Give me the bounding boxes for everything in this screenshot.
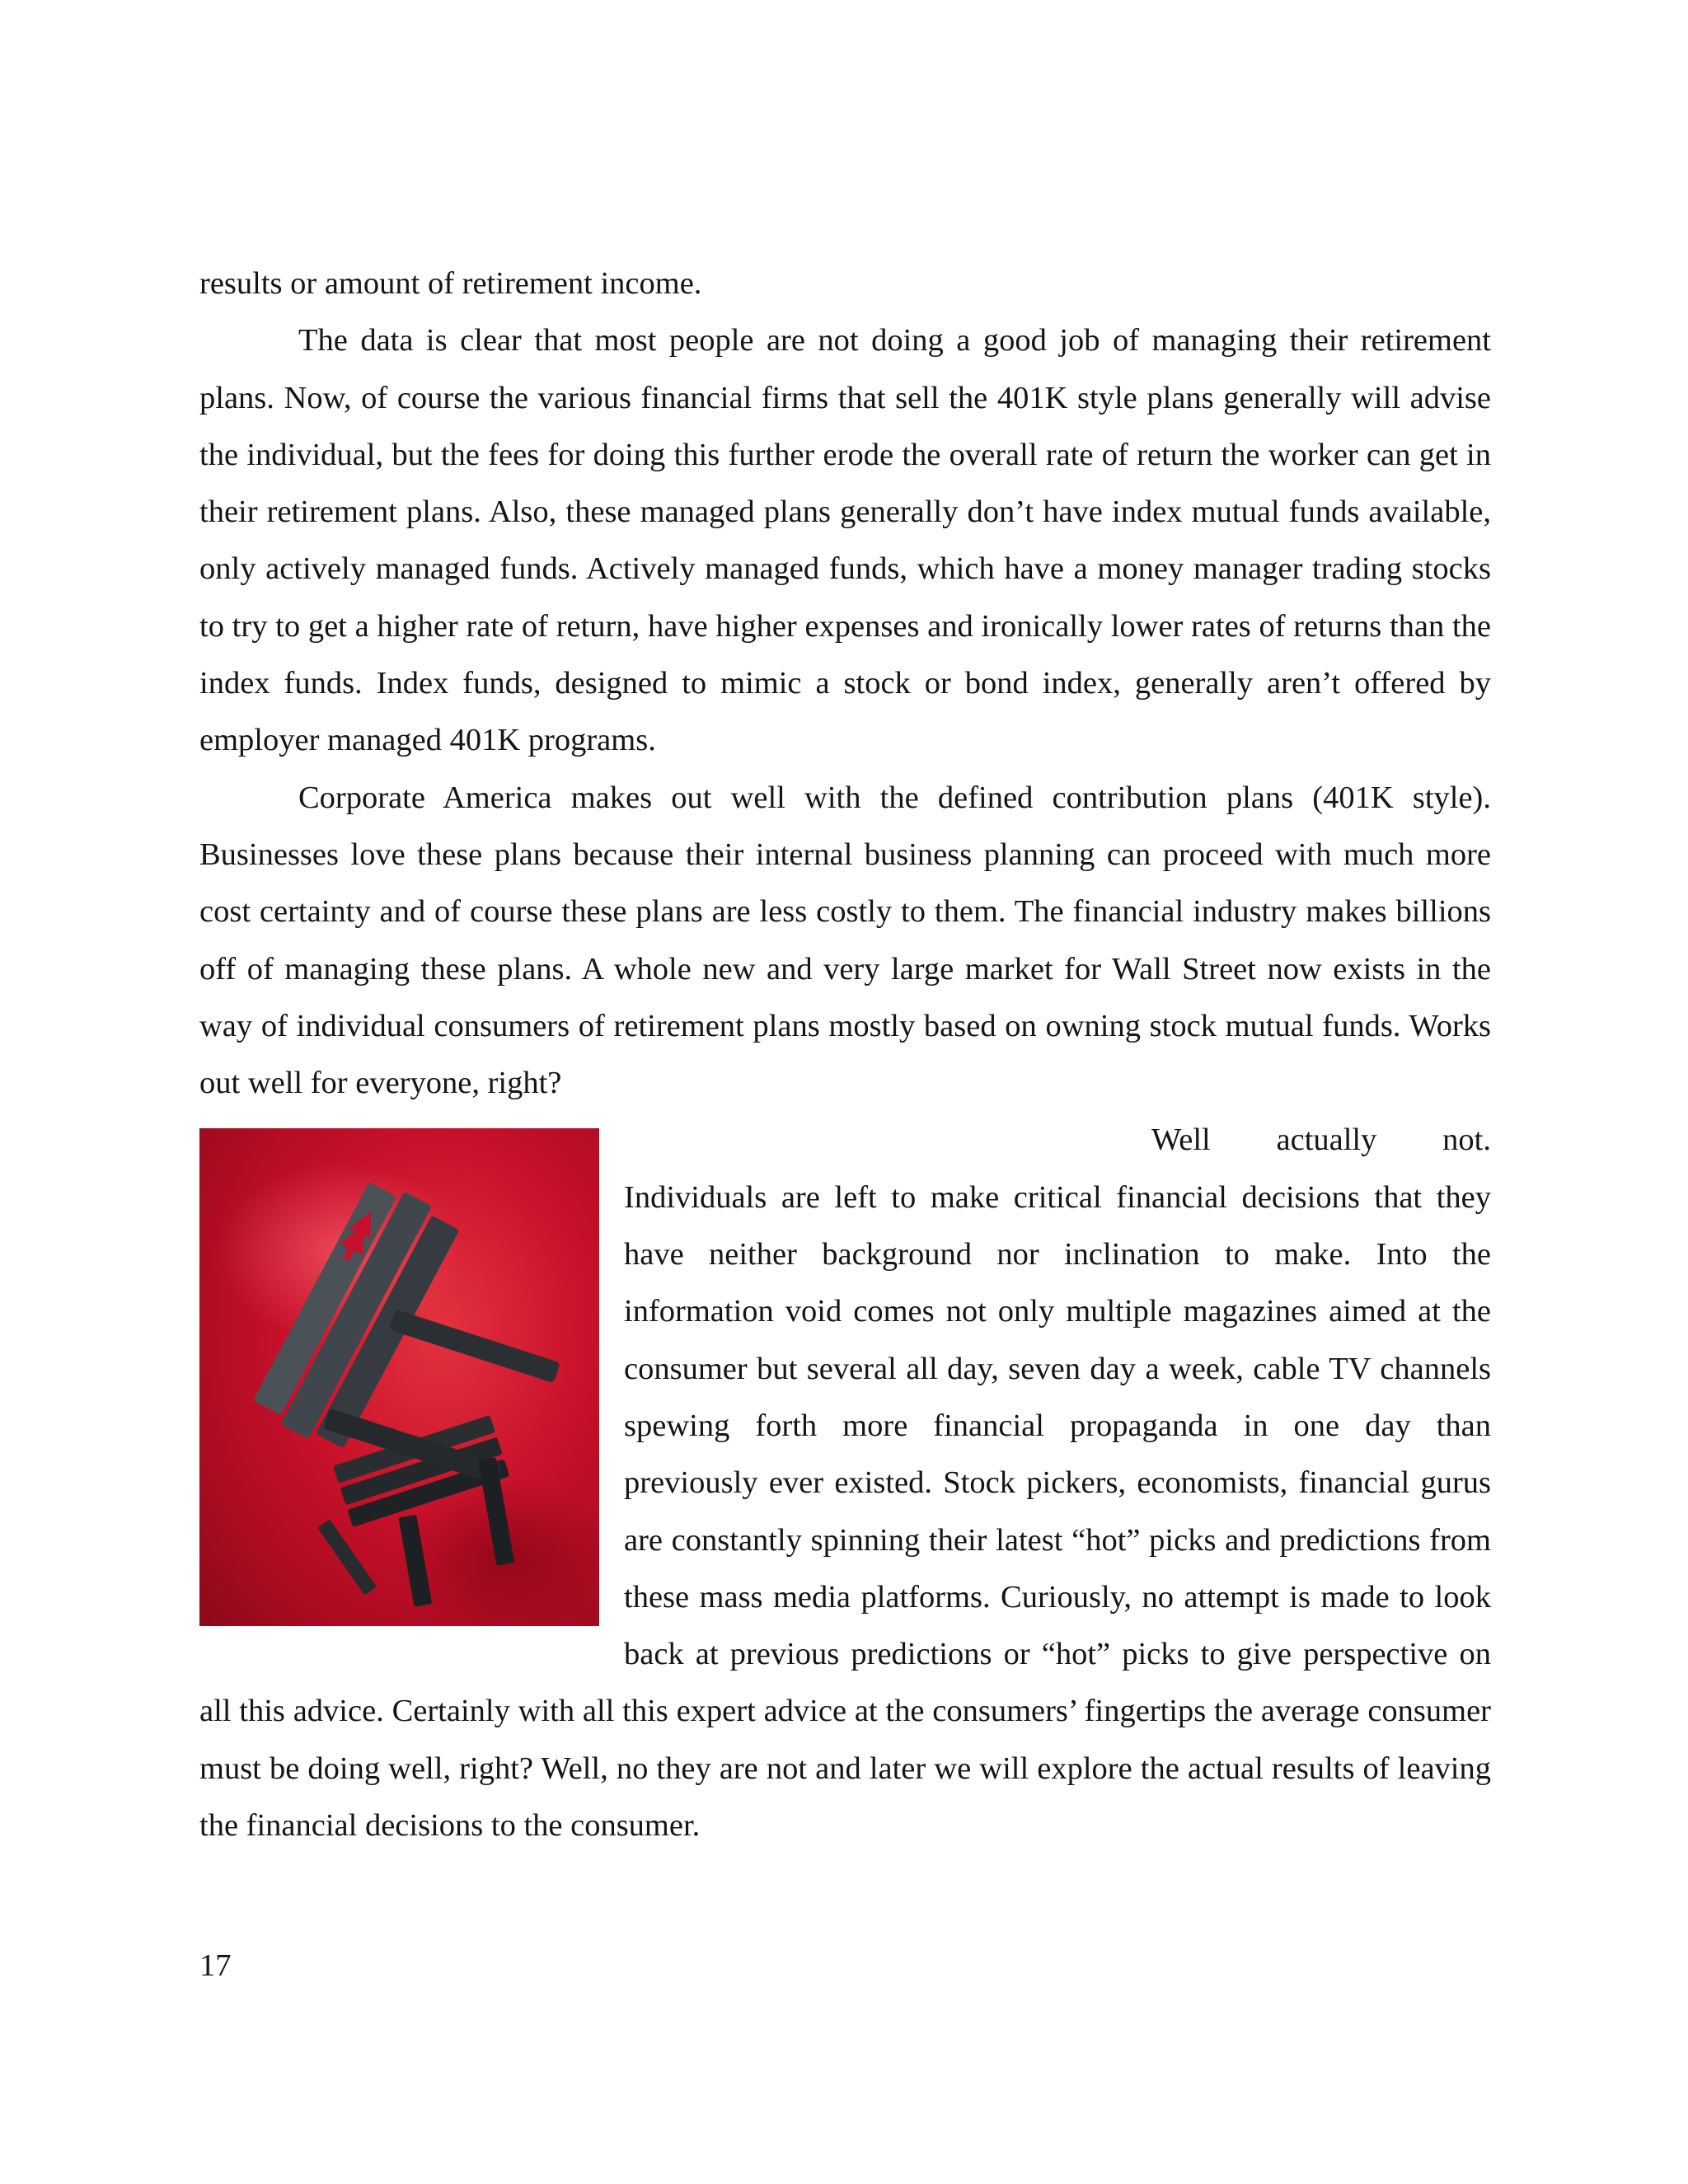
paragraph-continuation: results or amount of retirement income. <box>199 266 702 301</box>
paragraph: Well actually not. Individuals are left to make critical financial decisions that they have neither background nor inclination to make. Into the information void comes not only multiple magazines aimed at the consumer but several all day, seven day a week, cable TV channels spewing forth more financial propaganda in one day than previously ever existed. Stock pickers, economists, financial gurus are constantly spinning their latest “hot” picks and predictions from these mass media platforms. Curiously, no attempt is made to look back at previous predictions or “hot” picks to give perspective on all this advice. Certainly with all this expert advice at the consumers’ fingertips the average consumer must be doing well, right? Well, no they are not and later we will explore the actual results of leaving the financial decisions to the consumer. <box>199 1122 1491 1844</box>
body-text <box>199 255 1491 1854</box>
paragraph: Corporate America makes out well with the defined contribution plans (401K style). Businesses love these plans because their internal business planning can proceed with much more cost certainty and of course these plans are less costly to them. The financial industry makes billions off of managing these plans. A whole new and very large market for Wall Street now exists in the way of individual consumers of retirement plans mostly based on owning stock mutual funds. Works out well for everyone, right? <box>199 780 1491 1101</box>
chair-icon <box>199 1128 599 1626</box>
page-number: 17 <box>199 1948 232 1983</box>
paragraph: The data is clear that most people are not doing a good job of managing their retirement plans. Now, of course the various financial firms that sell the 401K style plans generally will advise the individual, but the fees for doing this further erode the overall rate of return the worker can get in their retirement plans. Also, these managed plans generally don’t have index mutual funds available, only actively managed funds. Actively managed funds, which have a money manager trading stocks to try to get a higher rate of return, have higher expenses and ironically lower rates of returns than the index funds. Index funds, designed to mimic a stock or bond index, generally aren’t offered by employer managed 401K programs. <box>199 323 1491 758</box>
adirondack-chair-photo <box>199 1128 599 1626</box>
